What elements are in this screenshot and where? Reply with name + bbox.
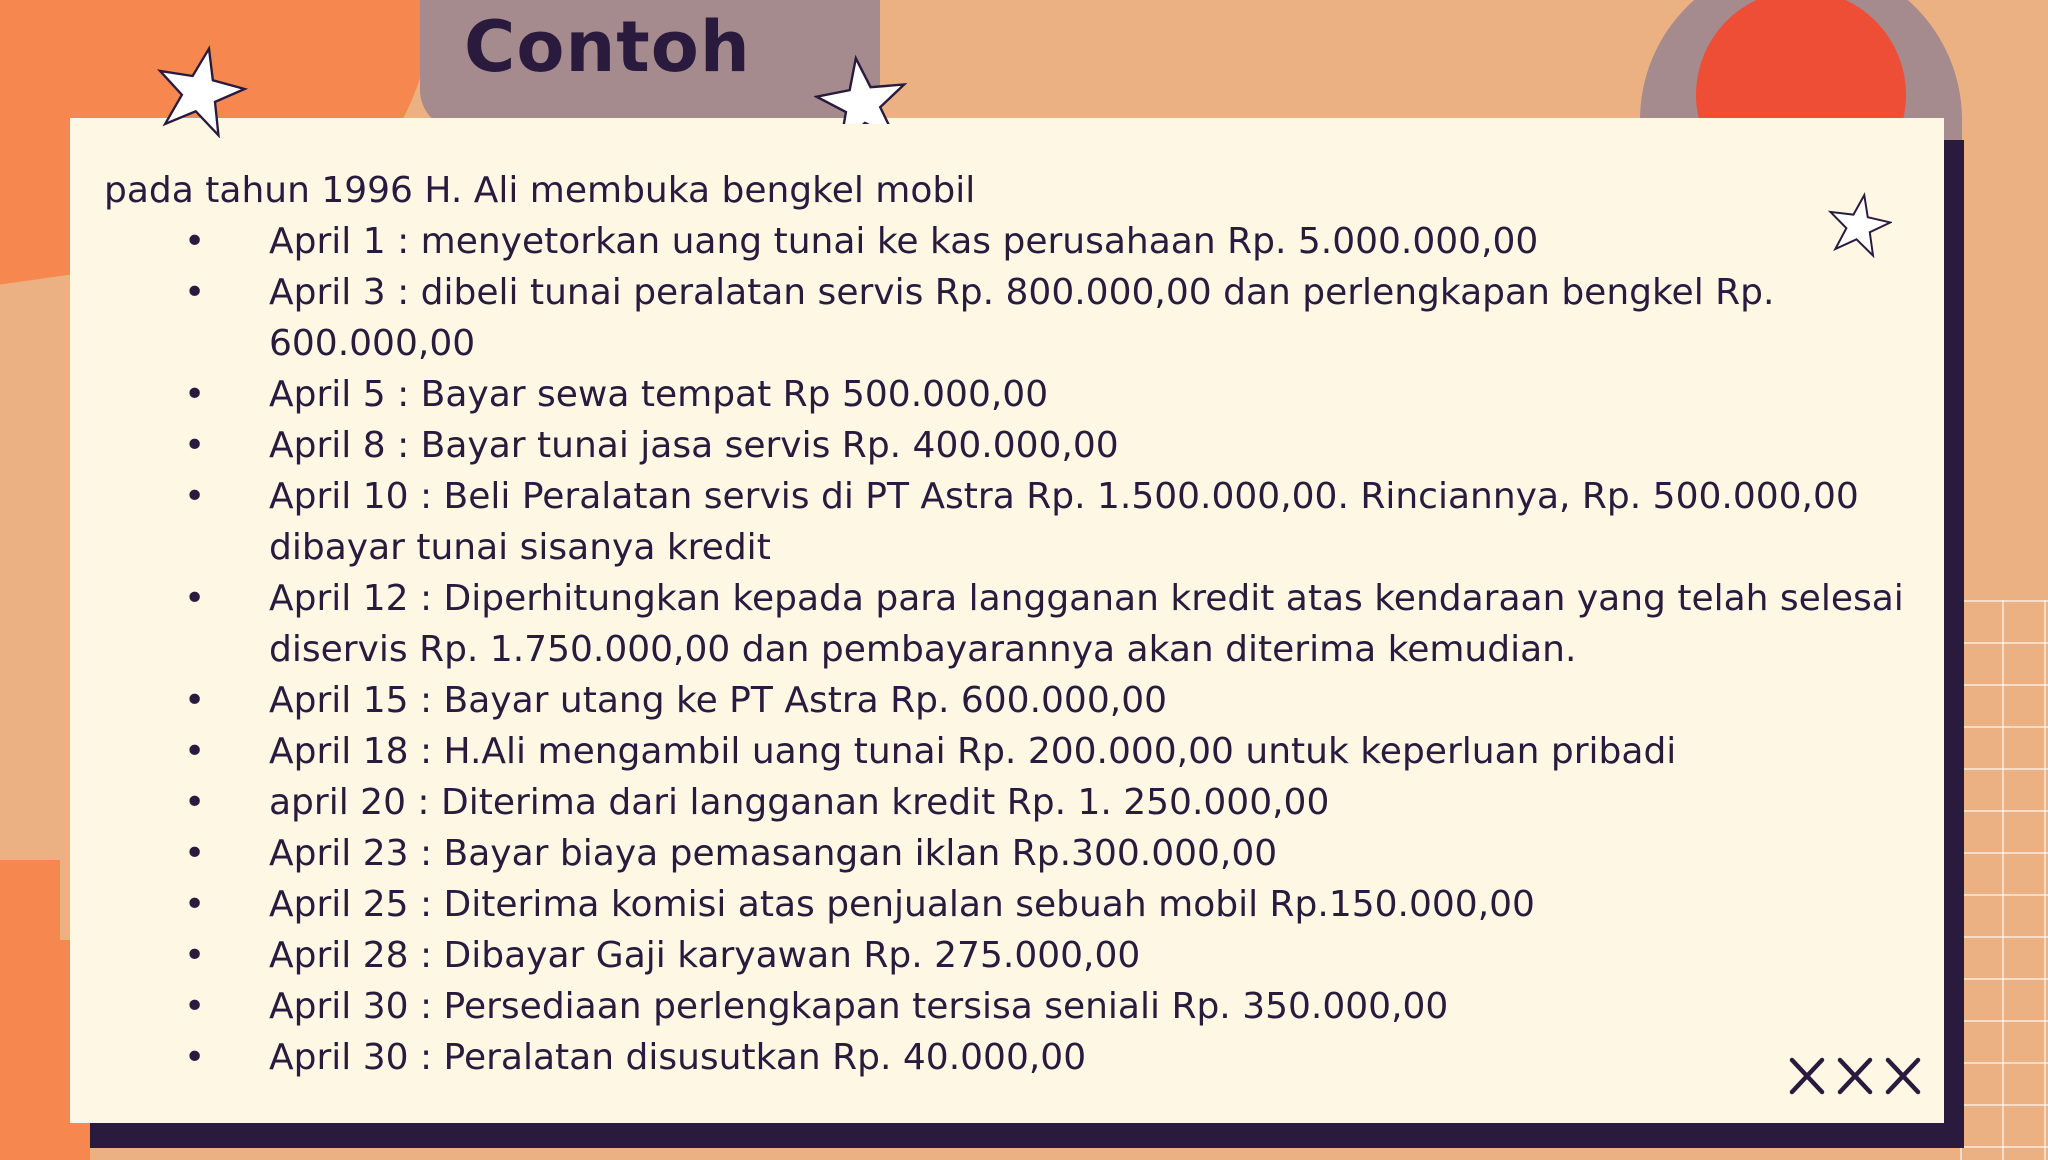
list-item (104, 675, 1904, 726)
bullet: • (184, 782, 206, 823)
list-item (104, 1032, 1904, 1083)
list-item-text: April 23 : Bayar biaya pemasangan iklan Rp.300.000,00 (269, 833, 1278, 874)
bullet: • (184, 425, 206, 466)
list-item (104, 726, 1904, 777)
list-item-text: April 28 : Dibayar Gaji karyawan Rp. 275.000,00 (269, 935, 1141, 976)
list-item (104, 369, 1904, 420)
list-item (104, 930, 1904, 981)
bullet: • (184, 884, 206, 925)
list-item (104, 777, 1904, 828)
list-item (104, 471, 1904, 573)
list-item-text: April 3 : dibeli tunai peralatan servis Rp. 800.000,00 dan perlengkapan bengkel Rp. 600.000,00 (269, 272, 1775, 364)
star-icon (814, 54, 910, 124)
list-item-text: April 10 : Beli Peralatan servis di PT Astra Rp. 1.500.000,00. Rinciannya, Rp. 500.000,00 dibayar tunai sisanya kredit (269, 476, 1859, 568)
list-item-text: April 12 : Diperhitungkan kepada para langganan kredit atas kendaraan yang telah selesai diservis Rp. 1.750.000,00 dan pembayarannya akan diterima kemudian. (269, 578, 1904, 670)
transaction-list (104, 216, 1904, 1083)
bullet: • (184, 476, 206, 517)
list-item (104, 879, 1904, 930)
bullet: • (184, 986, 206, 1027)
bullet: • (184, 272, 206, 313)
bullet: • (184, 1037, 206, 1078)
bullet: • (184, 374, 206, 415)
bullet: • (184, 833, 206, 874)
bullet: • (184, 731, 206, 772)
list-item (104, 573, 1904, 675)
list-item-text: April 25 : Diterima komisi atas penjualan sebuah mobil Rp.150.000,00 (269, 884, 1535, 925)
list-item (104, 216, 1904, 267)
slide-title: Contoh (464, 6, 751, 88)
list-item-text: April 30 : Persediaan perlengkapan tersisa seniali Rp. 350.000,00 (269, 986, 1449, 1027)
bullet: • (184, 680, 206, 721)
list-item (104, 828, 1904, 879)
list-item (104, 267, 1904, 369)
star-icon (150, 44, 250, 138)
list-item-text: April 30 : Peralatan disusutkan Rp. 40.000,00 (269, 1037, 1087, 1078)
x-mark-icon (1788, 1056, 1922, 1096)
bullet: • (184, 935, 206, 976)
background-grid (1960, 600, 2048, 1160)
list-item (104, 981, 1904, 1032)
list-item-text: April 8 : Bayar tunai jasa servis Rp. 400.000,00 (269, 425, 1119, 466)
intro-text: pada tahun 1996 H. Ali membuka bengkel mobil (104, 170, 976, 211)
list-item (104, 420, 1904, 471)
bullet: • (184, 578, 206, 619)
list-item-text: April 18 : H.Ali mengambil uang tunai Rp. 200.000,00 untuk keperluan pribadi (269, 731, 1677, 772)
list-item-text: april 20 : Diterima dari langganan kredit Rp. 1. 250.000,00 (269, 782, 1330, 823)
list-item-text: April 1 : menyetorkan uang tunai ke kas perusahaan Rp. 5.000.000,00 (269, 221, 1539, 262)
bullet: • (184, 221, 206, 262)
list-item-text: April 5 : Bayar sewa tempat Rp 500.000,00 (269, 374, 1049, 415)
list-item-text: April 15 : Bayar utang ke PT Astra Rp. 600.000,00 (269, 680, 1167, 721)
